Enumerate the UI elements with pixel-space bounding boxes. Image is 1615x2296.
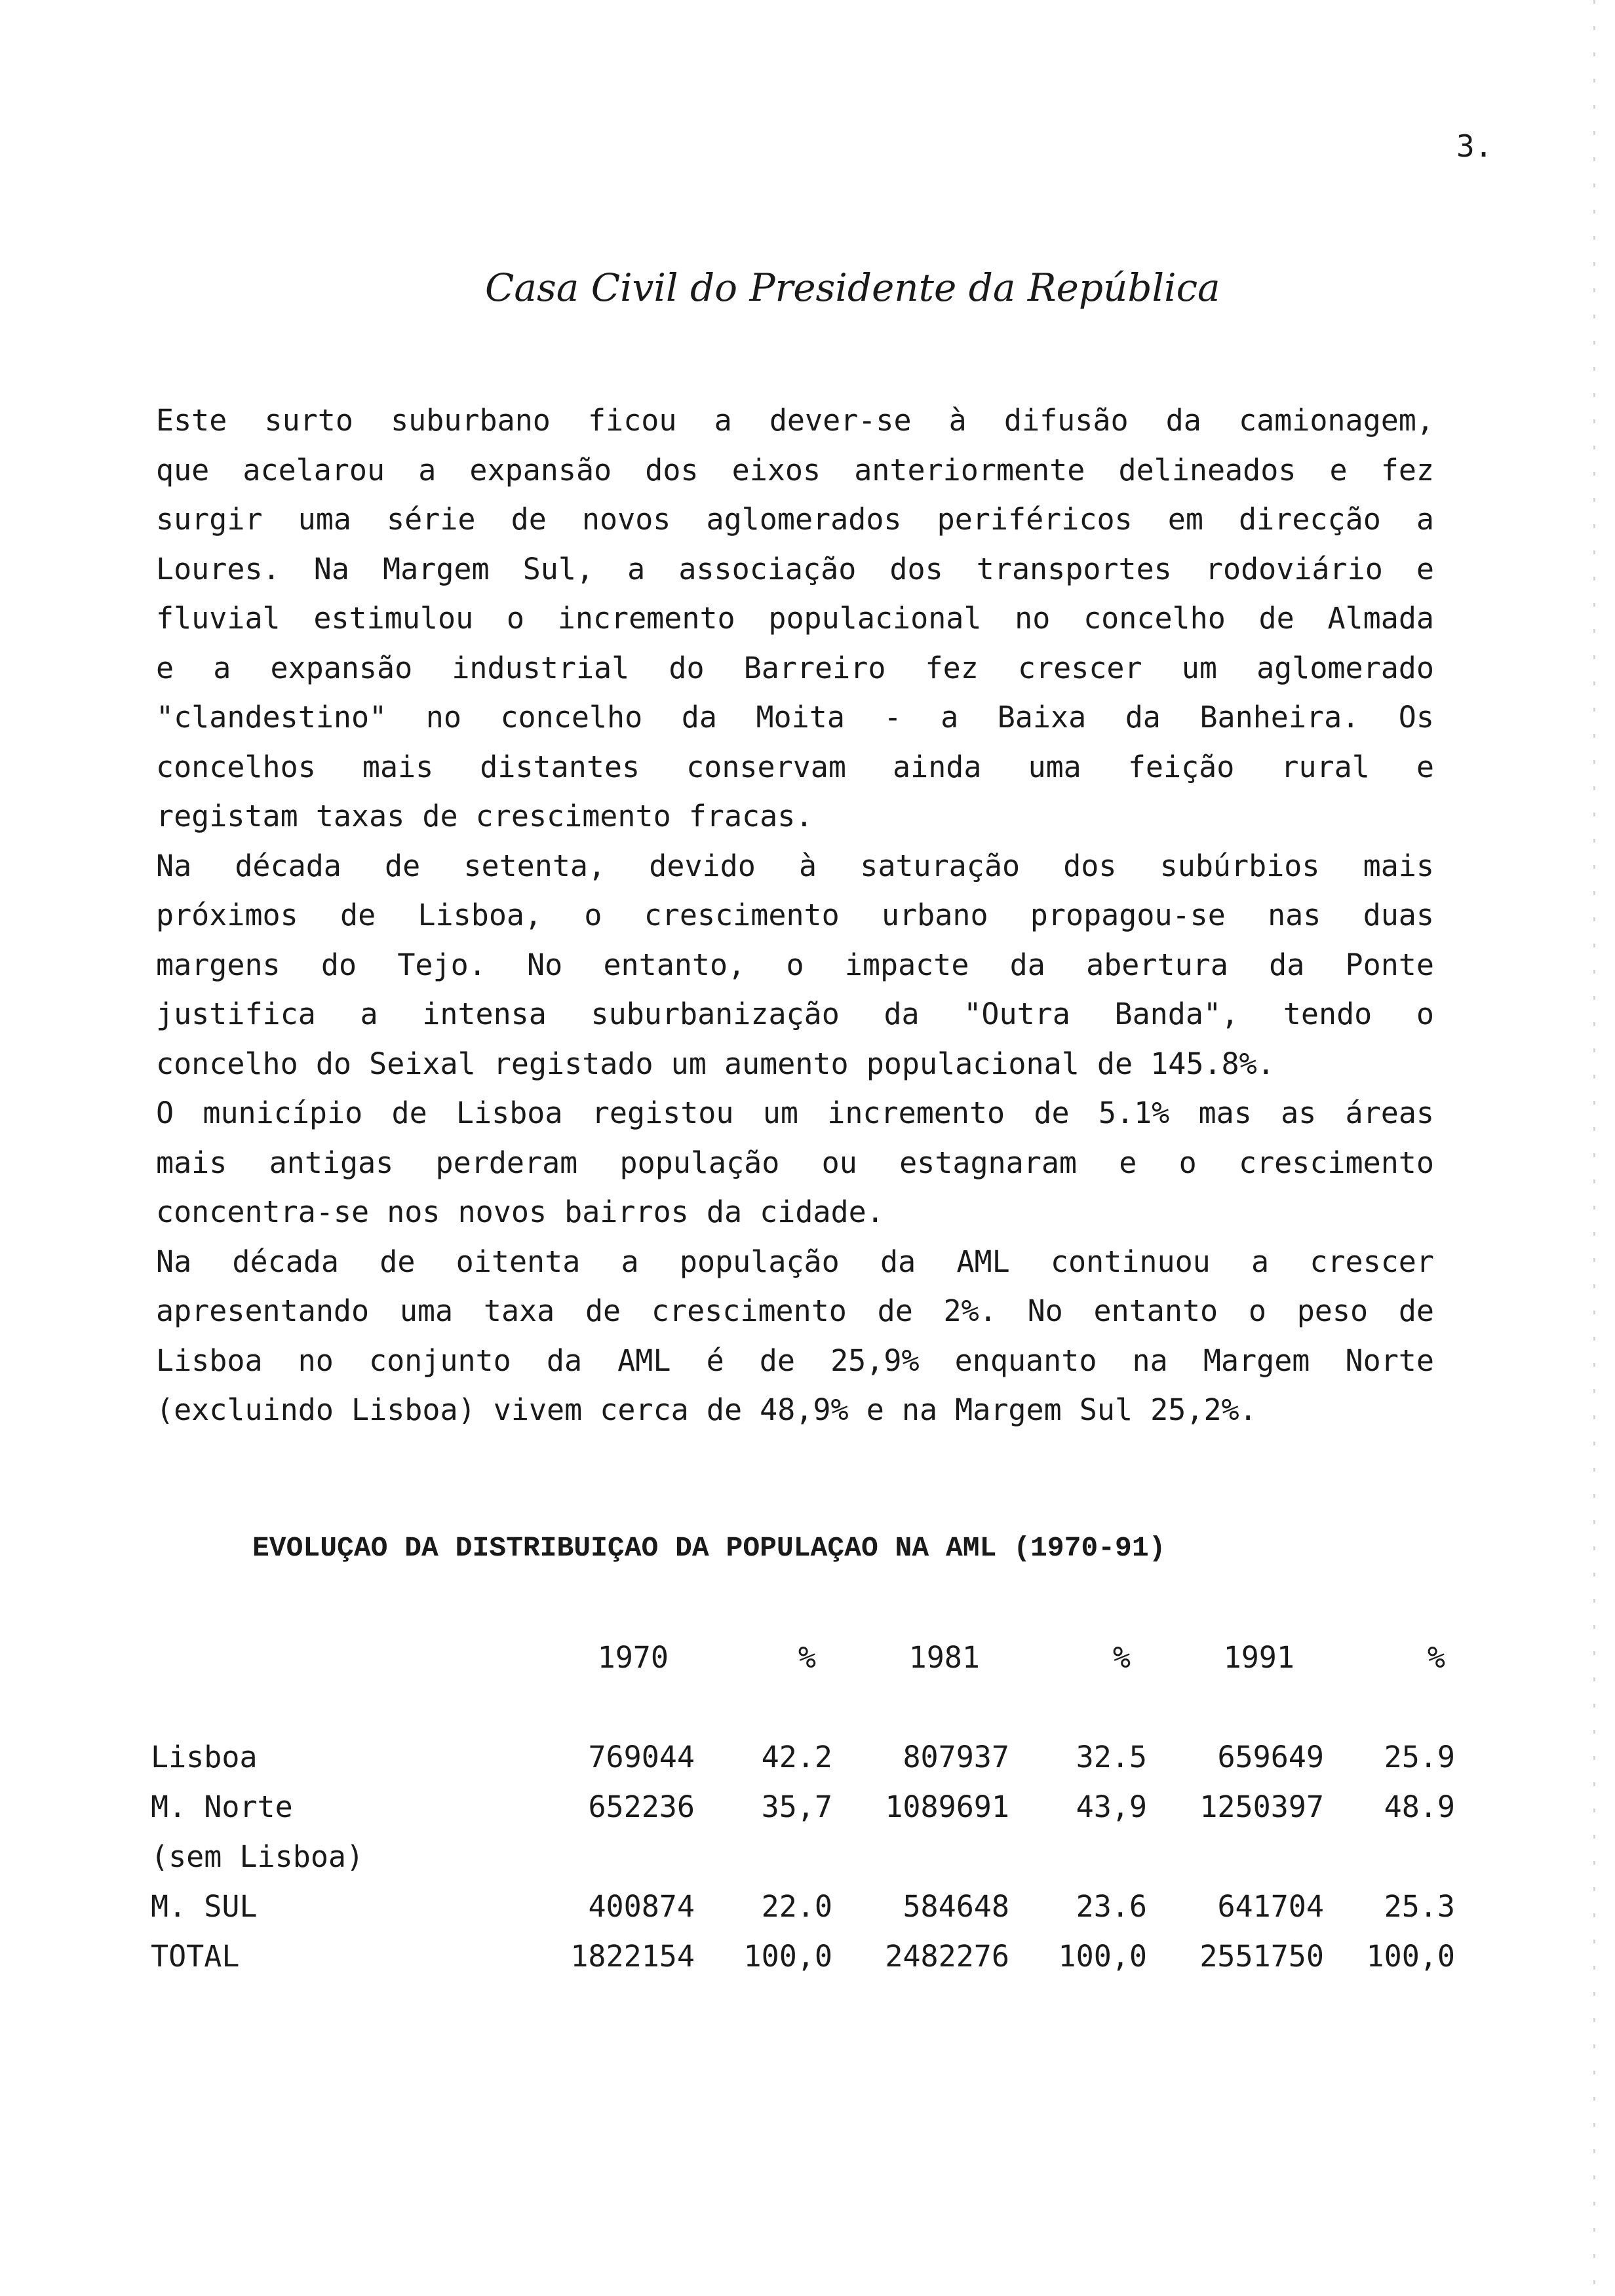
row-label: Lisboa <box>151 1740 258 1774</box>
table-cell: 769044 <box>588 1740 695 1774</box>
table-cell: 100,0 <box>1058 1939 1147 1974</box>
table-cell: 2482276 <box>885 1939 1009 1974</box>
population-table <box>151 1633 1455 1981</box>
table-title: EVOLUÇAO DA DISTRIBUIÇAO DA POPULAÇAO NA AML (1970-91) <box>252 1532 1166 1564</box>
text-line: (excluindo Lisboa) vivem cerca de 48,9% e na Margem Sul 25,2%. <box>156 1392 1257 1427</box>
text-line: Na década de setenta, devido à saturação dos subúrbios mais <box>156 848 1434 883</box>
table-cell: 25.9 <box>1384 1740 1455 1774</box>
table-cell: 659649 <box>1217 1740 1324 1774</box>
table-cell: 42.2 <box>761 1740 832 1774</box>
table-row <box>151 1932 1455 1981</box>
table-cell: 48.9 <box>1384 1789 1455 1824</box>
text-line: Este surto suburbano ficou a dever-se à difusão da camionagem, <box>156 403 1434 438</box>
column-header: % <box>1112 1640 1131 1675</box>
table-cell: 2551750 <box>1199 1939 1324 1974</box>
table-row <box>151 1782 1455 1832</box>
text-line: próximos de Lisboa, o crescimento urbano propagou-se nas duas <box>156 898 1434 932</box>
column-header: 1970 <box>597 1640 669 1675</box>
scan-edge-artifact <box>1593 0 1595 2296</box>
row-label: M. Norte <box>151 1789 293 1824</box>
row-label: TOTAL <box>151 1939 240 1974</box>
table-cell: 1089691 <box>885 1789 1009 1824</box>
column-header: % <box>798 1640 816 1675</box>
text-line: mais antigas perderam população ou estagnaram e o crescimento <box>156 1145 1434 1180</box>
body-paragraph <box>156 396 1434 1435</box>
row-label: M. SUL <box>151 1889 258 1924</box>
table-cell: 32.5 <box>1076 1740 1147 1774</box>
column-header: 1991 <box>1223 1640 1294 1675</box>
text-line: margens do Tejo. No entanto, o impacte da abertura da Ponte <box>156 947 1434 982</box>
text-line: que acelarou a expansão dos eixos anteriormente delineados e fez <box>156 452 1434 488</box>
table-header-row <box>151 1633 1445 1683</box>
text-line: "clandestino" no concelho da Moita - a Baixa da Banheira. Os <box>156 700 1434 735</box>
text-line: justifica a intensa suburbanização da "Outra Banda", tendo o <box>156 997 1434 1031</box>
letterhead: Casa Civil do Presidente da República <box>485 265 1220 310</box>
text-line: surgir uma série de novos aglomerados periféricos em direcção a <box>156 502 1434 537</box>
text-line: fluvial estimulou o incremento populacional no concelho de Almada <box>156 601 1434 636</box>
text-line: Loures. Na Margem Sul, a associação dos transportes rodoviário e <box>156 551 1434 586</box>
text-line: O município de Lisboa registou um incremento de 5.1% mas as áreas <box>156 1096 1434 1130</box>
table-cell: 43,9 <box>1076 1789 1147 1824</box>
table-cell: 23.6 <box>1076 1889 1147 1924</box>
table-cell: 584648 <box>903 1889 1009 1924</box>
table-cell: 35,7 <box>761 1789 832 1824</box>
table-cell: 1250397 <box>1199 1789 1324 1824</box>
table-cell: 25.3 <box>1384 1889 1455 1924</box>
text-line: concelhos mais distantes conservam ainda uma feição rural e <box>156 749 1434 784</box>
table-cell: 641704 <box>1217 1889 1324 1924</box>
text-line: e a expansão industrial do Barreiro fez crescer um aglomerado <box>156 650 1434 685</box>
text-line: registam taxas de crescimento fracas. <box>156 799 813 833</box>
text-line: Na década de oitenta a população da AML continuou a crescer <box>156 1244 1434 1279</box>
table-row <box>151 1732 1455 1782</box>
table-row <box>151 1832 1331 1882</box>
page-number: 3. <box>1456 128 1493 164</box>
row-label: (sem Lisboa) <box>151 1839 364 1874</box>
text-line: apresentando uma taxa de crescimento de 2%. No entanto o peso de <box>156 1293 1434 1328</box>
table-cell: 807937 <box>903 1740 1009 1774</box>
table-cell: 1822154 <box>570 1939 695 1974</box>
column-header: % <box>1427 1640 1445 1675</box>
text-line: Lisboa no conjunto da AML é de 25,9% enquanto na Margem Norte <box>156 1343 1434 1378</box>
table-row <box>151 1882 1455 1932</box>
table-cell: 100,0 <box>1366 1939 1455 1974</box>
table-cell: 100,0 <box>743 1939 832 1974</box>
text-line: concentra-se nos novos bairros da cidade. <box>156 1195 884 1229</box>
table-cell: 400874 <box>588 1889 695 1924</box>
table-cell: 22.0 <box>761 1889 832 1924</box>
table-cell: 652236 <box>588 1789 695 1824</box>
column-header: 1981 <box>908 1640 980 1675</box>
text-line: concelho do Seixal registado um aumento populacional de 145.8%. <box>156 1046 1275 1081</box>
